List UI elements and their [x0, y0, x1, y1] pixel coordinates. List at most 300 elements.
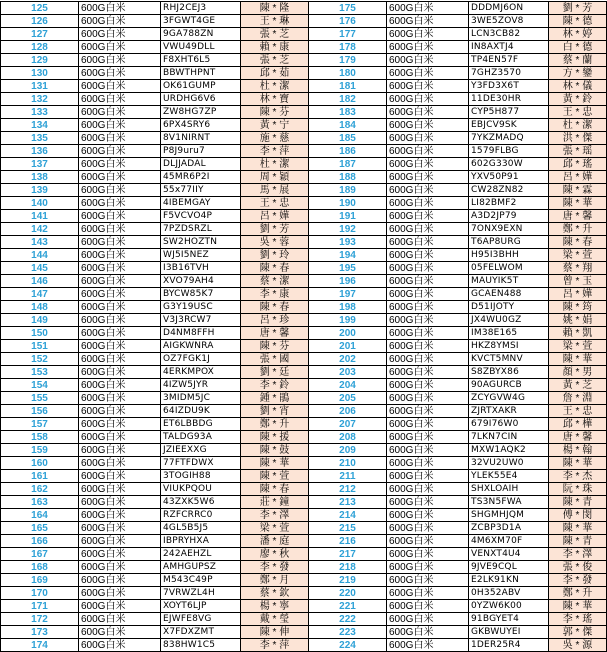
row-number: 129	[1, 54, 79, 67]
row-number: 168	[1, 561, 79, 574]
code-cell: G3Y19USC	[161, 301, 241, 314]
row-number: 131	[1, 80, 79, 93]
name-cell: 呂 * 珍	[241, 314, 309, 327]
code-cell: YLEK55E4	[469, 470, 549, 483]
name-cell: 林 * 寶	[241, 93, 309, 106]
code-cell: A3D2JP79	[469, 210, 549, 223]
code-cell: JZIEEXXG	[161, 444, 241, 457]
name-cell: 張 * 芝	[241, 28, 309, 41]
name-cell: 郭 * 傑	[549, 626, 607, 639]
code-cell: 90AGURCB	[469, 379, 549, 392]
product-cell: 600G白米	[79, 457, 161, 470]
name-cell: 劉 * 玲	[241, 249, 309, 262]
table-row	[1, 301, 607, 314]
product-cell: 600G白米	[387, 405, 469, 418]
code-cell: 11DE30HR	[469, 93, 549, 106]
row-number: 159	[1, 444, 79, 457]
code-cell: 45MR6P2I	[161, 171, 241, 184]
name-cell: 杜 * 潔	[241, 158, 309, 171]
name-cell: 陳 * 春	[241, 301, 309, 314]
code-cell: X7FDXZMT	[161, 626, 241, 639]
row-number: 158	[1, 431, 79, 444]
product-cell: 600G白米	[387, 379, 469, 392]
code-cell: ZCYGVW4G	[469, 392, 549, 405]
name-cell: 陳 * 華	[549, 522, 607, 535]
row-number: 141	[1, 210, 79, 223]
name-cell: 蔡 * 蘭	[549, 54, 607, 67]
name-cell: 李 * 萍	[241, 639, 309, 652]
product-cell: 600G白米	[387, 587, 469, 600]
product-cell: 600G白米	[79, 535, 161, 548]
row-number: 183	[309, 106, 387, 119]
product-cell: 600G白米	[387, 314, 469, 327]
code-cell: OZ7FGK1J	[161, 353, 241, 366]
row-number: 149	[1, 314, 79, 327]
product-cell: 600G白米	[387, 366, 469, 379]
row-number: 178	[309, 41, 387, 54]
product-cell: 600G白米	[387, 210, 469, 223]
product-cell: 600G白米	[79, 41, 161, 54]
name-cell: 白 * 德	[549, 41, 607, 54]
row-number: 179	[309, 54, 387, 67]
table-row	[1, 80, 607, 93]
product-cell: 600G白米	[387, 15, 469, 28]
product-cell: 600G白米	[79, 366, 161, 379]
product-cell: 600G白米	[387, 574, 469, 587]
product-cell: 600G白米	[387, 54, 469, 67]
product-cell: 600G白米	[387, 132, 469, 145]
table-row	[1, 535, 607, 548]
name-cell: 陳 * 芬	[241, 340, 309, 353]
product-cell: 600G白米	[79, 223, 161, 236]
name-cell: 阮 * 珠	[549, 483, 607, 496]
product-cell: 600G白米	[387, 496, 469, 509]
name-cell: 洪 * 傑	[549, 132, 607, 145]
row-number: 148	[1, 301, 79, 314]
code-cell: MAUYIK5T	[469, 275, 549, 288]
row-number: 142	[1, 223, 79, 236]
product-cell: 600G白米	[79, 418, 161, 431]
row-number: 125	[1, 2, 79, 15]
name-cell: 鍾 * 鵑	[241, 392, 309, 405]
product-cell: 600G白米	[387, 236, 469, 249]
name-cell: 張 * 國	[241, 353, 309, 366]
table-row	[1, 210, 607, 223]
row-number: 151	[1, 340, 79, 353]
table-row	[1, 249, 607, 262]
product-cell: 600G白米	[79, 639, 161, 652]
code-cell: TS3N5FWA	[469, 496, 549, 509]
product-cell: 600G白米	[79, 249, 161, 262]
product-cell: 600G白米	[387, 67, 469, 80]
row-number: 147	[1, 288, 79, 301]
code-cell: DLJJADAL	[161, 158, 241, 171]
name-cell: 林 * 儀	[549, 80, 607, 93]
product-cell: 600G白米	[387, 106, 469, 119]
product-cell: 600G白米	[79, 80, 161, 93]
code-cell: MXW1AQK2	[469, 444, 549, 457]
code-cell: 32VU2UW0	[469, 457, 549, 470]
product-cell: 600G白米	[387, 353, 469, 366]
product-cell: 600G白米	[79, 28, 161, 41]
row-number: 190	[309, 197, 387, 210]
table-row	[1, 587, 607, 600]
name-cell: 唐 * 馨	[549, 210, 607, 223]
name-cell: 劉 * 芳	[241, 223, 309, 236]
product-cell: 600G白米	[387, 444, 469, 457]
code-cell: 4ERKMPOX	[161, 366, 241, 379]
name-cell: 黃 * 宁	[241, 119, 309, 132]
row-number: 220	[309, 587, 387, 600]
row-number: 205	[309, 392, 387, 405]
code-cell: 05FELWOM	[469, 262, 549, 275]
row-number: 172	[1, 613, 79, 626]
table-row	[1, 93, 607, 106]
code-cell: URDHG6V6	[161, 93, 241, 106]
name-cell: 李 * 發	[241, 561, 309, 574]
code-cell: ZCBP3D1A	[469, 522, 549, 535]
name-cell: 邱 * 樺	[549, 418, 607, 431]
code-cell: 43ZXK5W6	[161, 496, 241, 509]
product-cell: 600G白米	[387, 548, 469, 561]
name-cell: 梁 * 萱	[241, 522, 309, 535]
row-number: 189	[309, 184, 387, 197]
code-cell: 4IBEMGAY	[161, 197, 241, 210]
product-cell: 600G白米	[387, 28, 469, 41]
row-number: 188	[309, 171, 387, 184]
row-number: 184	[309, 119, 387, 132]
code-cell: ET6LBBDG	[161, 418, 241, 431]
name-cell: 陳 * 援	[241, 431, 309, 444]
name-cell: 陳 * 春	[241, 483, 309, 496]
name-cell: 黃 * 鈴	[549, 93, 607, 106]
row-number: 192	[309, 223, 387, 236]
name-cell: 蔡 * 潔	[241, 275, 309, 288]
name-cell: 李 * 發	[549, 574, 607, 587]
product-cell: 600G白米	[387, 158, 469, 171]
product-cell: 600G白米	[79, 262, 161, 275]
name-cell: 陳 * 春	[549, 236, 607, 249]
product-cell: 600G白米	[79, 171, 161, 184]
table-row	[1, 288, 607, 301]
code-cell: Y3FD3X6T	[469, 80, 549, 93]
code-cell: OK61GUMP	[161, 80, 241, 93]
product-cell: 600G白米	[387, 431, 469, 444]
name-cell: 陳 * 春	[241, 262, 309, 275]
table-row	[1, 418, 607, 431]
name-cell: 陳 * 筠	[549, 301, 607, 314]
name-cell: 梁 * 萱	[549, 340, 607, 353]
code-cell: IN8AXTJ4	[469, 41, 549, 54]
row-number: 196	[309, 275, 387, 288]
row-number: 146	[1, 275, 79, 288]
product-cell: 600G白米	[387, 639, 469, 652]
name-cell: 賴 * 凱	[549, 327, 607, 340]
product-cell: 600G白米	[79, 15, 161, 28]
row-number: 210	[309, 457, 387, 470]
code-cell: 91BGYET4	[469, 613, 549, 626]
row-number: 182	[309, 93, 387, 106]
product-cell: 600G白米	[387, 80, 469, 93]
table-row	[1, 327, 607, 340]
row-number: 164	[1, 509, 79, 522]
table-row	[1, 67, 607, 80]
row-number: 137	[1, 158, 79, 171]
product-cell: 600G白米	[387, 262, 469, 275]
name-cell: 鄭 * 升	[549, 587, 607, 600]
product-cell: 600G白米	[79, 54, 161, 67]
name-cell: 呂 * 嬅	[549, 171, 607, 184]
code-cell: XVO79AH4	[161, 275, 241, 288]
row-number: 204	[309, 379, 387, 392]
product-cell: 600G白米	[387, 327, 469, 340]
product-cell: 600G白米	[387, 457, 469, 470]
row-number: 202	[309, 353, 387, 366]
code-cell: 602G330W	[469, 158, 549, 171]
row-number: 216	[309, 535, 387, 548]
product-cell: 600G白米	[79, 340, 161, 353]
row-number: 222	[309, 613, 387, 626]
table-row	[1, 15, 607, 28]
row-number: 156	[1, 405, 79, 418]
code-cell: SW2HOZTN	[161, 236, 241, 249]
name-cell: 杜 * 潔	[549, 119, 607, 132]
product-cell: 600G白米	[79, 470, 161, 483]
table-row	[1, 171, 607, 184]
name-cell: 陳 * 德	[549, 15, 607, 28]
table-row	[1, 626, 607, 639]
name-cell: 陳 * 鼓	[241, 444, 309, 457]
row-number: 157	[1, 418, 79, 431]
table-row	[1, 197, 607, 210]
row-number: 200	[309, 327, 387, 340]
product-cell: 600G白米	[79, 522, 161, 535]
name-cell: 陳 * 華	[549, 600, 607, 613]
code-cell: M543C49P	[161, 574, 241, 587]
product-cell: 600G白米	[387, 171, 469, 184]
row-number: 130	[1, 67, 79, 80]
code-cell: 55x77IIY	[161, 184, 241, 197]
name-cell: 陳 * 伸	[241, 626, 309, 639]
row-number: 213	[309, 496, 387, 509]
product-cell: 600G白米	[79, 197, 161, 210]
code-cell: I3B16TVH	[161, 262, 241, 275]
name-cell: 陳 * 隆	[241, 2, 309, 15]
name-cell: 鄭 * 升	[241, 418, 309, 431]
name-cell: 李 * 康	[241, 288, 309, 301]
row-number: 203	[309, 366, 387, 379]
name-cell: 李 * 杰	[549, 470, 607, 483]
product-cell: 600G白米	[387, 600, 469, 613]
product-cell: 600G白米	[387, 392, 469, 405]
code-cell: 7VRWZL4H	[161, 587, 241, 600]
code-cell: GCAEN488	[469, 288, 549, 301]
row-number: 136	[1, 145, 79, 158]
row-number: 224	[309, 639, 387, 652]
name-cell: 顏 * 男	[549, 366, 607, 379]
row-number: 171	[1, 600, 79, 613]
name-cell: 黃 * 芝	[549, 379, 607, 392]
row-number: 187	[309, 158, 387, 171]
row-number: 126	[1, 15, 79, 28]
name-cell: 潘 * 庭	[241, 535, 309, 548]
row-number: 143	[1, 236, 79, 249]
table-row	[1, 223, 607, 236]
product-cell: 600G白米	[387, 522, 469, 535]
table-row	[1, 444, 607, 457]
product-cell: 600G白米	[79, 132, 161, 145]
name-cell: 陳 * 青	[549, 496, 607, 509]
code-cell: SHXLOAIH	[469, 483, 549, 496]
row-number: 169	[1, 574, 79, 587]
code-cell: 7YKZMADQ	[469, 132, 549, 145]
product-cell: 600G白米	[79, 2, 161, 15]
product-cell: 600G白米	[387, 301, 469, 314]
row-number: 161	[1, 470, 79, 483]
product-cell: 600G白米	[387, 275, 469, 288]
code-cell: 3FGWT4GE	[161, 15, 241, 28]
row-number: 211	[309, 470, 387, 483]
product-cell: 600G白米	[79, 431, 161, 444]
product-cell: 600G白米	[387, 470, 469, 483]
product-cell: 600G白米	[387, 197, 469, 210]
code-cell: EBJCV9SK	[469, 119, 549, 132]
name-cell: 鄭 * 升	[549, 223, 607, 236]
row-number: 150	[1, 327, 79, 340]
code-cell: 679I76W0	[469, 418, 549, 431]
row-number: 195	[309, 262, 387, 275]
code-cell: 6PX4SRY6	[161, 119, 241, 132]
code-cell: 838HW1C5	[161, 639, 241, 652]
table-row	[1, 483, 607, 496]
code-cell: 0H352ABV	[469, 587, 549, 600]
code-cell: 3WE5ZOV8	[469, 15, 549, 28]
name-cell: 張 * 俊	[549, 561, 607, 574]
code-cell: 4IZW5JYR	[161, 379, 241, 392]
row-number: 134	[1, 119, 79, 132]
product-cell: 600G白米	[79, 275, 161, 288]
row-number: 155	[1, 392, 79, 405]
product-cell: 600G白米	[387, 223, 469, 236]
code-cell: H95I3BHH	[469, 249, 549, 262]
product-cell: 600G白米	[387, 41, 469, 54]
row-number: 175	[309, 2, 387, 15]
row-number: 154	[1, 379, 79, 392]
table-row	[1, 561, 607, 574]
code-cell: 0YZW6K00	[469, 600, 549, 613]
row-number: 163	[1, 496, 79, 509]
code-cell: 7GHZ3570	[469, 67, 549, 80]
code-cell: V3J3RCW7	[161, 314, 241, 327]
row-number: 166	[1, 535, 79, 548]
code-cell: IM38E165	[469, 327, 549, 340]
row-number: 194	[309, 249, 387, 262]
table-row	[1, 145, 607, 158]
name-cell: 李 * 瑤	[549, 613, 607, 626]
product-cell: 600G白米	[387, 418, 469, 431]
name-cell: 李 * 澤	[241, 509, 309, 522]
row-number: 191	[309, 210, 387, 223]
table-row	[1, 132, 607, 145]
name-cell: 王 * 琳	[241, 15, 309, 28]
product-cell: 600G白米	[79, 327, 161, 340]
row-number: 212	[309, 483, 387, 496]
name-cell: 傅 * 閔	[549, 509, 607, 522]
table-row	[1, 184, 607, 197]
row-number: 217	[309, 548, 387, 561]
table-row	[1, 522, 607, 535]
code-cell: F8XHT6L5	[161, 54, 241, 67]
row-number: 152	[1, 353, 79, 366]
row-number: 199	[309, 314, 387, 327]
name-cell: 劉 * 芳	[549, 2, 607, 15]
product-cell: 600G白米	[79, 574, 161, 587]
name-cell: 陳 * 芬	[241, 106, 309, 119]
name-cell: 鄭 * 月	[241, 574, 309, 587]
product-cell: 600G白米	[387, 288, 469, 301]
row-number: 144	[1, 249, 79, 262]
row-number: 132	[1, 93, 79, 106]
name-cell: 陳 * 華	[241, 457, 309, 470]
row-number: 128	[1, 41, 79, 54]
code-cell: DDDMJ6ON	[469, 2, 549, 15]
table-row	[1, 158, 607, 171]
code-cell: 9GA788ZN	[161, 28, 241, 41]
code-cell: 77FTFDWX	[161, 457, 241, 470]
row-number: 145	[1, 262, 79, 275]
product-cell: 600G白米	[79, 561, 161, 574]
name-cell: 呂 * 嬅	[241, 210, 309, 223]
name-cell: 莊 * 鐘	[241, 496, 309, 509]
code-cell: RZFCRRC0	[161, 509, 241, 522]
code-cell: VENXT4U4	[469, 548, 549, 561]
row-number: 177	[309, 28, 387, 41]
product-cell: 600G白米	[79, 184, 161, 197]
row-number: 180	[309, 67, 387, 80]
product-cell: 600G白米	[387, 184, 469, 197]
code-cell: 1579FLBG	[469, 145, 549, 158]
table-row	[1, 41, 607, 54]
row-number: 174	[1, 639, 79, 652]
row-number: 198	[309, 301, 387, 314]
name-cell: 劉 * 廷	[241, 366, 309, 379]
name-cell: 楊 * 寧	[241, 600, 309, 613]
product-cell: 600G白米	[387, 613, 469, 626]
code-cell: 242AEHZL	[161, 548, 241, 561]
code-cell: JX4WU0GZ	[469, 314, 549, 327]
table-row	[1, 2, 607, 15]
code-cell: F5VCVO4P	[161, 210, 241, 223]
row-number: 167	[1, 548, 79, 561]
product-cell: 600G白米	[79, 314, 161, 327]
product-cell: 600G白米	[387, 249, 469, 262]
row-number: 176	[309, 15, 387, 28]
table-row	[1, 600, 607, 613]
table-row	[1, 470, 607, 483]
code-cell: VIUKPQOU	[161, 483, 241, 496]
code-cell: 9JVE9CQL	[469, 561, 549, 574]
name-cell: 楊 * 翰	[549, 444, 607, 457]
code-cell: T6AP8URG	[469, 236, 549, 249]
code-cell: ZJRTXAKR	[469, 405, 549, 418]
product-cell: 600G白米	[79, 444, 161, 457]
table-row	[1, 28, 607, 41]
row-number: 133	[1, 106, 79, 119]
code-cell: 4M6XM70F	[469, 535, 549, 548]
code-cell: AMHGUPSZ	[161, 561, 241, 574]
name-cell: 陳 * 華	[549, 457, 607, 470]
name-cell: 梁 * 萱	[549, 249, 607, 262]
